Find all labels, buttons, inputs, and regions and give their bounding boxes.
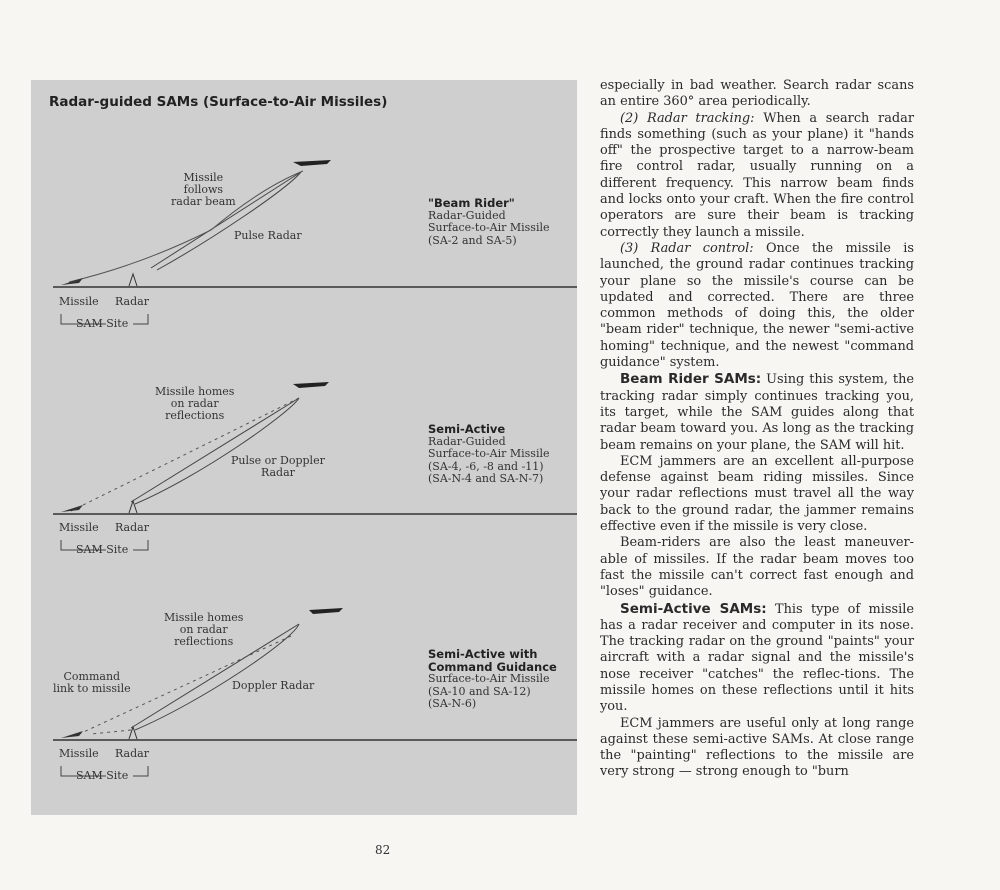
- missile-annotation: Missile follows radar beam: [171, 171, 236, 208]
- term-radar-tracking: (2) Radar tracking:: [620, 110, 755, 126]
- paragraph-radar-tracking: (2) Radar tracking: When a search radar finds something (such as your plane) it "hands off" the prospective target to a narrow-beam fire control radar, usually running on a different frequency. This narrow beam finds and locks onto your craft. When the fire control operators are sure their beam is tracking correctly they launch a missile.: [600, 110, 914, 240]
- radar-icon: [129, 501, 137, 513]
- ground-radar-label: Radar: [115, 521, 149, 534]
- beam-rider-spec: "Beam Rider" Radar-Guided Surface-to-Air Missile (SA-2 and SA-5): [428, 196, 550, 247]
- paragraph-semi-active: Semi-Active SAMs: This type of missile has a radar receiver and computer in its nose. The tracking radar on the ground "paints" your aircraft with a radar signal and the missile's nose receiver "catches" the reflec-tions. The missile homes on these reflections until it hits you.: [600, 600, 914, 715]
- paragraph: especially in bad weather. Search radar scans an entire 360° area periodically.: [600, 78, 914, 110]
- diagram-semi-active: [31, 306, 577, 556]
- sam-site-label: SAM Site: [76, 543, 129, 556]
- sam-site-label: SAM Site: [76, 769, 129, 782]
- aircraft-icon: [309, 608, 343, 614]
- command-guidance-spec: Semi-Active with Command Guidance Surface-to-Air Missile (SA-10 and SA-12) (SA-N-6): [428, 647, 557, 710]
- radar-type-label: Pulse or Doppler Radar: [231, 454, 325, 479]
- ground-radar-label: Radar: [115, 747, 149, 760]
- missile-icon: [61, 731, 83, 738]
- page-number: 82: [375, 843, 391, 857]
- command-link-label: Command link to missile: [53, 670, 131, 695]
- ground-missile-label: Missile: [59, 521, 99, 534]
- site-bracket-right: [133, 766, 148, 776]
- paragraph: Beam-riders are also the least maneuver-able of missiles. If the radar beam moves too fast the missile can't correct fast enough and "loses" guidance.: [600, 535, 914, 600]
- ground-missile-label: Missile: [59, 295, 99, 308]
- paragraph-radar-control: (3) Radar control: Once the missile is launched, the ground radar continues tracking your plane so the missile's course can be updated and corrected. There are three common methods of doing this, the older "beam rider" technique, the newer "semi-active homing" technique, and the newest "command guidance" system.: [600, 240, 914, 371]
- aircraft-icon: [293, 382, 329, 388]
- sam-site-label: SAM Site: [76, 317, 129, 330]
- radar-type-label: Doppler Radar: [232, 679, 315, 692]
- sam-figure: [31, 80, 577, 815]
- aircraft-icon: [293, 160, 331, 166]
- ground-missile-label: Missile: [59, 747, 99, 760]
- missile-annotation: Missile homes on radar reflections: [155, 385, 235, 422]
- semi-active-spec: Semi-Active Radar-Guided Surface-to-Air Missile (SA-4, -6, -8 and -11) (SA-N-4 and SA-N-7): [428, 422, 550, 485]
- figure-title: Radar-guided SAMs (Surface-to-Air Missiles): [49, 94, 388, 110]
- radar-icon: [129, 274, 137, 286]
- paragraph: ECM jammers are useful only at long range against these semi-active SAMs. At close range the "painting" reflections to the missile are very strong — strong enough to "burn: [600, 715, 914, 780]
- radar-type-label: Pulse Radar: [234, 229, 302, 242]
- diagram-command-guidance: [31, 532, 577, 782]
- heading-semi-active: Semi-Active SAMs:: [620, 600, 767, 617]
- radar-icon: [129, 727, 137, 739]
- command-link: [91, 730, 131, 734]
- body-text-column: [600, 78, 914, 781]
- paragraph-beam-rider: Beam Rider SAMs: Using this system, the tracking radar simply continues tracking you, its target, while the SAM guides along that radar beam toward you. As long as the tracking beam remains on your plane, the SAM will hit.: [600, 371, 914, 453]
- paragraph: ECM jammers are an excellent all-purpose defense against beam riding missiles. Since your radar reflections must travel all the way back to the ground radar, the jammer remains effective even if the missile is very close.: [600, 453, 914, 535]
- heading-beam-rider: Beam Rider SAMs:: [620, 371, 762, 388]
- term-radar-control: (3) Radar control:: [620, 240, 754, 256]
- missile-annotation: Missile homes on radar reflections: [164, 611, 244, 648]
- diagram-beam-rider: [31, 80, 577, 330]
- ground-radar-label: Radar: [115, 295, 149, 308]
